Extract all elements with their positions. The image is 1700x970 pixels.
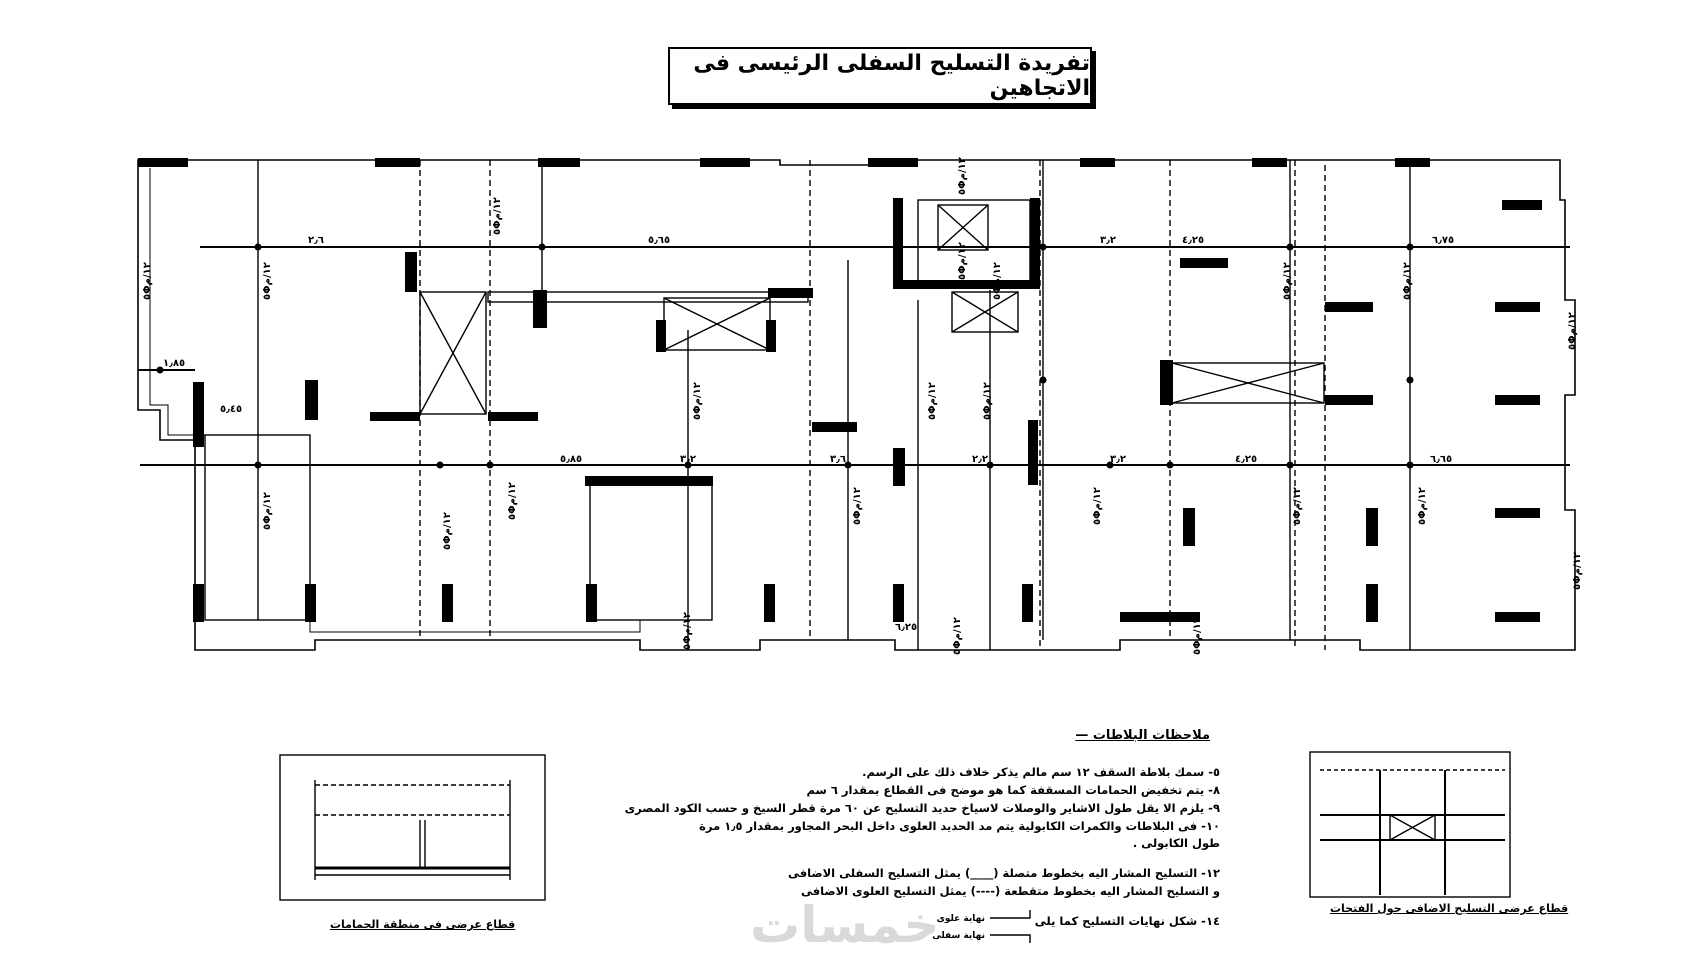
dim-top-4: ٢٫٦ (308, 235, 324, 246)
rebar-label: ٥Φ١٢/م (957, 157, 968, 195)
rebar-label: ٥Φ١٢/م (992, 262, 1003, 300)
rebar-label: ٥Φ١٢/م (1572, 552, 1583, 590)
note-item: ١٢- التسليح المشار اليه بخطوط متصلة (____) يمثل التسليح السفلى الاضافى (787, 866, 1220, 881)
openings (205, 200, 1324, 620)
note-item: طول الكابولى . (1132, 836, 1220, 851)
end-label-top: نهاية علوى (936, 914, 985, 924)
dim-mid-2: ٥٫٨٥ (560, 454, 583, 465)
dim-mid-6: ٢٫٢ (972, 454, 988, 465)
dim-top-2: ٣٫٢ (1100, 235, 1116, 246)
dim-mid-5: ٤٫٢٥ (1235, 454, 1258, 465)
note-item: و التسليح المشار اليه بخطوط متقطعة (----) يمثل التسليح العلوى الاضافى (801, 884, 1220, 899)
rebar-label: ٥Φ١٢/م (927, 382, 938, 420)
notes-heading: ملاحظات البلاطات — (1075, 728, 1210, 743)
dashed-rebar-lines (420, 160, 1325, 650)
columns (138, 158, 1542, 622)
rebar-label: ٥Φ١٢/م (1192, 617, 1203, 655)
rebar-label: ٥Φ١٢/م (1402, 262, 1413, 300)
rebar-label: ٥Φ١٢/م (1292, 487, 1303, 525)
dim-top-3: ٤٫٢٥ (1182, 235, 1205, 246)
caption-right-section: قطاع عرضى التسليح الاضافى حول الفتحات (1330, 902, 1569, 915)
dim-mid-4: ٣٫٦ (830, 454, 846, 465)
dim-left: ١٫٨٥ (163, 358, 186, 369)
section-detail-left (280, 755, 545, 900)
rebar-dots (157, 244, 1414, 469)
plan-inner-outline (150, 168, 700, 632)
note-item: ٥- سمك بلاطة السقف ١٢ سم مالم يذكر خلاف ذلك على الرسم. (862, 765, 1220, 780)
floor-plan (138, 158, 1575, 650)
rebar-label: ٥Φ١٢/م (142, 262, 153, 300)
dim-mid-8: ٦٫٢٥ (895, 622, 918, 633)
dim-mid-1: ٥٫٤٥ (220, 404, 243, 415)
dim-mid-9: ٦٫٦٥ (1430, 454, 1453, 465)
rebar-label: ٥Φ١٢/م (952, 617, 963, 655)
rebar-label: ٥Φ١٢/م (262, 492, 273, 530)
note-item: ٩- يلزم الا يقل طول الاشاير والوصلات لاسياخ حديد التسليح عن ٦٠ مرة قطر السيخ و حسب الكود المصرى (624, 800, 1220, 815)
rebar-label: ٥Φ١٢/م (957, 242, 968, 280)
drawing-title: تفريدة التسليح السفلى الرئيسى فى الاتجاهين (668, 47, 1092, 105)
watermark: خمسات (750, 896, 940, 954)
rebar-label: ٥Φ١٢/م (1282, 262, 1293, 300)
dim-mid-7: ٣٫٢ (1110, 454, 1126, 465)
rebar-label: ٥Φ١٢/م (507, 482, 518, 520)
rebar-label: ٥Φ١٢/م (442, 512, 453, 550)
rebar-label: ٥Φ١٢/م (852, 487, 863, 525)
note-item: ١٤- شكل نهايات التسليح كما يلى (1034, 913, 1220, 928)
dim-mid-3: ٣٫٢ (680, 454, 696, 465)
rebar-label: ٥Φ١٢/م (492, 197, 503, 235)
end-label-bottom: نهاية سفلى (932, 931, 985, 941)
caption-left-section: قطاع عرضى فى منطقة الحمامات (330, 918, 516, 931)
rebar-label: ٥Φ١٢/م (982, 382, 993, 420)
rebar-label: ٥Φ١٢/م (1417, 487, 1428, 525)
rebar-label: ٥Φ١٢/م (262, 262, 273, 300)
rebar-annotations (142, 157, 1583, 655)
dim-top-1: ٦٫٧٥ (1432, 235, 1455, 246)
rebar-label: ٥Φ١٢/م (1567, 312, 1578, 350)
dim-top-5: ٥٫٦٥ (648, 235, 671, 246)
vertical-rebar-lines (258, 160, 1410, 650)
section-detail-right (1310, 752, 1510, 897)
note-item: ٨- يتم تخفيض الحمامات المسقفة كما هو موضح فى القطاع بمقدار ٦ سم (806, 782, 1220, 797)
rebar-label: ٥Φ١٢/م (682, 612, 693, 650)
note-item: ١٠- فى البلاطات والكمرات الكابولية يتم مد الحديد العلوى داخل البحر المجاور بمقدار ١٫٥ مرة (699, 818, 1220, 833)
rebar-label: ٥Φ١٢/م (1092, 487, 1103, 525)
rebar-label: ٥Φ١٢/م (692, 382, 703, 420)
